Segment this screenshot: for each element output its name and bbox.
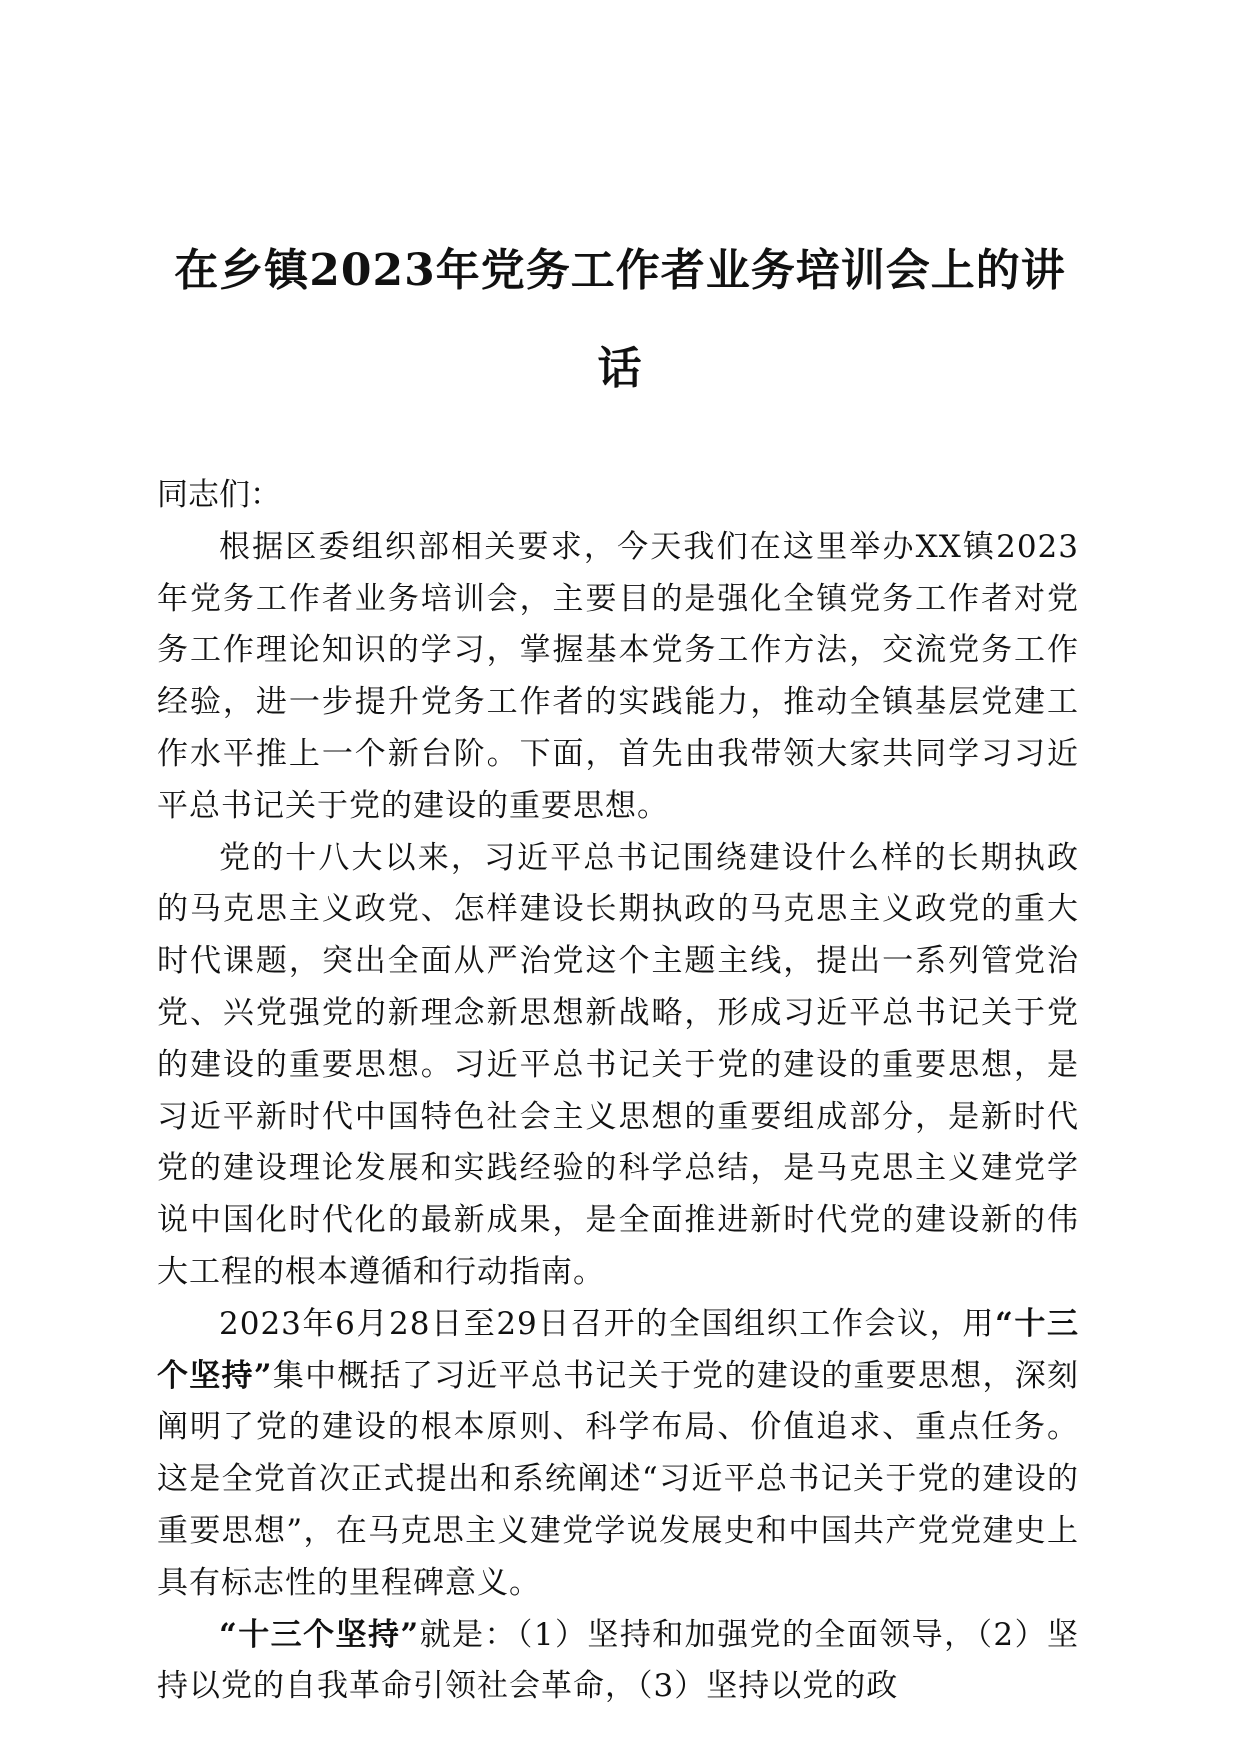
- salutation: 同志们：: [157, 477, 281, 513]
- paragraph-4: [157, 1610, 1079, 1714]
- paragraph-3: [157, 1299, 1079, 1610]
- paragraph-1: 根据区委组织部相关要求，今天我们在这里举办XX镇2023年党务工作者业务培训会，主要目的是强化全镇党务工作者对党务工作理论知识的学习，掌握基本党务工作方法，交流党务工作经验，进一步提升党务工作者的实践能力，推动全镇基层党建工作水平推上一个新台阶。下面，首先由我带领大家共同学习习近平总书记关于党的建设的重要思想。: [157, 528, 1079, 824]
- paragraph-2: 党的十八大以来，习近平总书记围绕建设什么样的长期执政的马克思主义政党、怎样建设长期执政的马克思主义政党的重大时代课题，突出全面从严治党这个主题主线，提出一系列管党治党、兴党强党的新理念新思想新战略，形成习近平总书记关于党的建设的重要思想。习近平总书记关于党的建设的重要思想，是习近平新时代中国特色社会主义思想的重要组成部分，是新时代党的建设理论发展和实践经验的科学总结，是马克思主义建党学说中国化时代化的最新成果，是全面推进新时代党的建设新的伟大工程的根本遵循和行动指南。: [157, 839, 1079, 1290]
- paragraph-4-rest: 就是：（1）坚持和加强党的全面领导，（2）坚持以党的自我革命引领社会革命，（3）坚持以党的政: [157, 1616, 1079, 1705]
- document-body: [157, 470, 1079, 1713]
- document-title: 在乡镇2023年党务工作者业务培训会上的讲话: [174, 245, 1066, 394]
- thirteen-insistences-label: “十三个坚持”: [219, 1616, 420, 1653]
- thirteen-insistences-highlight: “十三个坚持”: [157, 1305, 1079, 1394]
- paragraph-3-rest: 集中概括了习近平总书记关于党的建设的重要思想，深刻阐明了党的建设的根本原则、科学布局、价值追求、重点任务。这是全党首次正式提出和系统阐述“习近平总书记关于党的建设的重要思想”，在马克思主义建党学说发展史和中国共产党党建史上具有标志性的里程碑意义。: [157, 1357, 1079, 1601]
- paragraph-3-lead: 2023年6月28日至29日召开的全国组织工作会议，用: [219, 1305, 995, 1342]
